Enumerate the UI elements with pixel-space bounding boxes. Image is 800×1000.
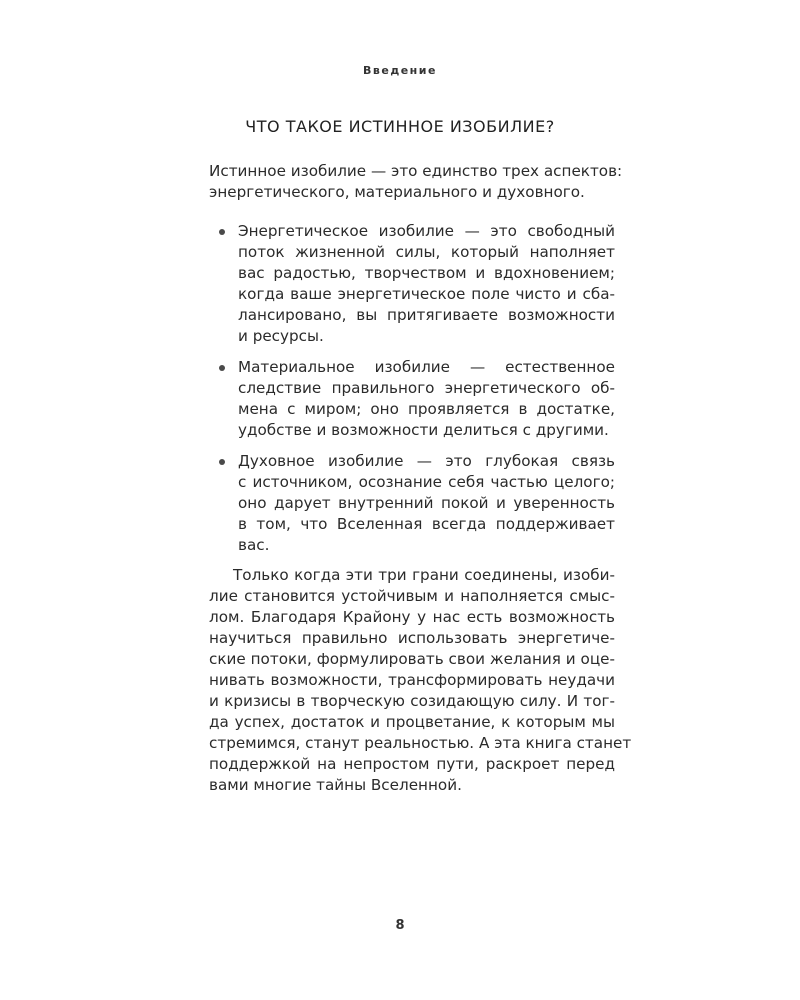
- bullet-item-spiritual: [209, 451, 615, 556]
- bullet-line: мена с миром; оно проявляется в достатке,: [238, 400, 615, 418]
- paragraph-line: нивать возможности, трансформировать неудачи: [209, 671, 615, 689]
- bullet-line: в том, что Вселенная всегда поддерживает: [238, 515, 615, 533]
- bullet-icon: [219, 229, 225, 235]
- bullet-icon: [219, 365, 225, 371]
- paragraph-line: поддержкой на непростом пути, раскроет перед: [209, 755, 615, 773]
- bullet-line: когда ваше энергетическое поле чисто и сба-: [238, 285, 615, 303]
- bullet-line: Материальное изобилие — естественное: [238, 358, 615, 376]
- bullet-text: [238, 357, 615, 441]
- bullet-line: с источником, осознание себя частью целого;: [238, 473, 615, 491]
- paragraph-line: стремимся, станут реальностью. А эта книга станет: [209, 734, 632, 752]
- running-header: Введение: [363, 64, 437, 77]
- intro-paragraph: [209, 161, 623, 203]
- page-number: 8: [395, 918, 405, 933]
- bullet-list: [209, 221, 615, 566]
- intro-line: энергетического, материального и духовного.: [209, 183, 585, 201]
- bullet-line: следствие правильного энергетического об-: [238, 379, 615, 397]
- bullet-line: вас.: [238, 536, 270, 554]
- paragraph-line: вами многие тайны Вселенной.: [209, 776, 462, 794]
- paragraph-line: ские потоки, формулировать свои желания и оце-: [209, 650, 615, 668]
- bullet-line: и ресурсы.: [238, 327, 324, 345]
- bullet-line: удобстве и возможности делиться с другими.: [238, 421, 609, 439]
- bullet-text: [238, 451, 615, 556]
- bullet-line: оно дарует внутренний покой и уверенность: [238, 494, 615, 512]
- paragraph-line: научиться правильно использовать энергетиче-: [209, 629, 615, 647]
- bullet-item-energy: [209, 221, 615, 347]
- bullet-icon: [219, 459, 225, 465]
- paragraph-line: и кризисы в творческую созидающую силу. И тог-: [209, 692, 615, 710]
- bullet-line: поток жизненной силы, который наполняет: [238, 243, 615, 261]
- paragraph-line: да успех, достаток и процветание, к которым мы: [209, 713, 615, 731]
- intro-line: Истинное изобилие — это единство трех аспектов:: [209, 162, 623, 180]
- paragraph-line: лие становится устойчивым и наполняется смыс-: [209, 587, 615, 605]
- bullet-line: Энергетическое изобилие — это свободный: [238, 222, 615, 240]
- paragraph-line: Только когда эти три грани соединены, изоби-: [233, 566, 615, 584]
- bullet-line: Духовное изобилие — это глубокая связь: [238, 452, 615, 470]
- chapter-title: ЧТО ТАКОЕ ИСТИННОЕ ИЗОБИЛИЕ?: [245, 117, 555, 136]
- bullet-item-material: [209, 357, 615, 441]
- body-paragraph: [209, 565, 632, 796]
- bullet-line: лансировано, вы притягиваете возможности: [238, 306, 615, 324]
- bullet-text: [238, 221, 615, 347]
- paragraph-line: лом. Благодаря Крайону у нас есть возможность: [209, 608, 615, 626]
- bullet-line: вас радостью, творчеством и вдохновением;: [238, 264, 615, 282]
